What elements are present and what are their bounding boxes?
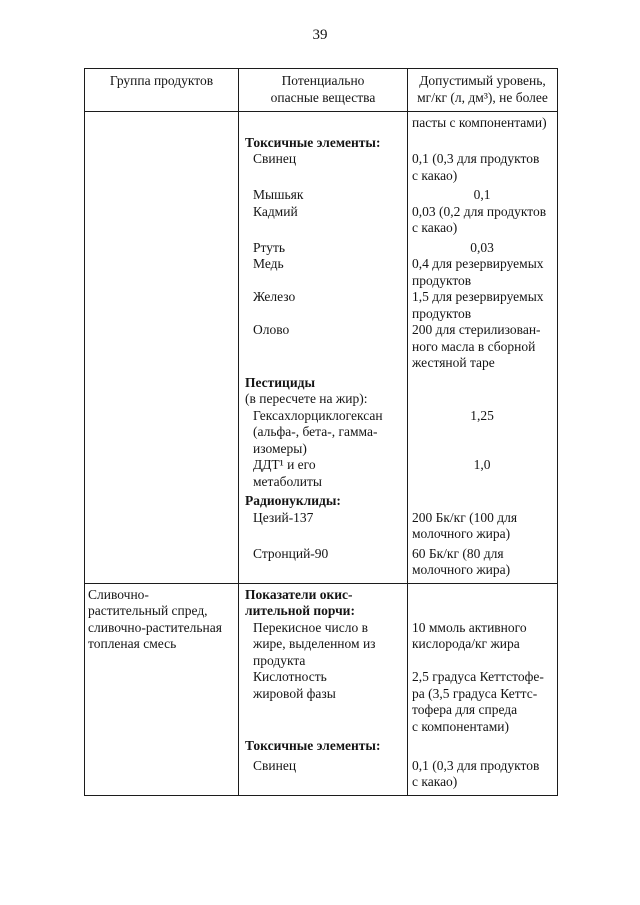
text-line: 0,1 (0,3 для продуктов — [412, 151, 540, 166]
text-line: продуктов — [412, 272, 472, 288]
table-entry — [239, 510, 557, 543]
entry-label — [239, 669, 407, 702]
text-line: с какао) — [412, 774, 458, 789]
page-number: 39 — [312, 27, 328, 43]
text-line: Стронций-90 — [253, 545, 329, 561]
entry-value — [407, 620, 557, 653]
entry-value — [407, 187, 557, 204]
entry-label — [239, 240, 407, 257]
table-entry — [239, 758, 557, 791]
text-line: 200 Бк/кг (100 для — [412, 509, 518, 525]
table-entry — [239, 289, 557, 322]
entry-label — [239, 546, 407, 563]
table-row — [85, 583, 557, 795]
text-line: Ртуть — [253, 239, 286, 255]
entry-label — [239, 322, 407, 339]
text-line: ДДТ¹ и его — [253, 457, 316, 472]
text-line: Пестициды — [245, 374, 315, 390]
text-line: Перекисное число в — [253, 619, 369, 635]
text-line: ра (3,5 градуса Кеттс- — [412, 685, 538, 701]
text-line: Железо — [253, 289, 296, 304]
table-entry — [239, 546, 557, 579]
text-line: 10 ммоль активного — [412, 619, 527, 635]
text-line: лительной порчи: — [245, 603, 355, 618]
text-line: 0,03 — [470, 239, 494, 255]
entry-label — [239, 457, 407, 490]
entry-value — [407, 204, 557, 237]
text-line: жире, выделенном из — [253, 636, 376, 651]
text-line: 1,25 — [470, 407, 494, 423]
entry-value — [407, 256, 557, 289]
text-line: 0,1 — [473, 187, 491, 202]
entry-label — [239, 758, 407, 775]
entry-label — [239, 135, 407, 152]
limits-table — [84, 68, 558, 796]
entry-label — [239, 391, 407, 408]
table-row — [85, 111, 557, 583]
text-line: Кислотность — [253, 669, 327, 684]
text-line: 0,1 (0,3 для продуктов — [412, 757, 540, 773]
text-line: продукта — [253, 652, 306, 668]
table-entry — [239, 620, 557, 670]
text-line: Мышьяк — [253, 187, 304, 202]
table-entry — [239, 204, 557, 237]
text-line: (альфа-, бета-, гамма- — [253, 424, 378, 439]
text-line: ного масла в сборной — [412, 338, 536, 354]
text-line: с компонентами) — [412, 718, 510, 734]
product-group-cell — [85, 112, 239, 583]
table-entry — [239, 457, 557, 490]
text-line: жировой фазы — [253, 685, 336, 701]
entry-value — [407, 408, 557, 425]
table-entry — [239, 738, 557, 755]
text-line: растительный спред, — [88, 603, 208, 618]
entry-label — [239, 493, 407, 510]
table-header-cell — [408, 69, 557, 111]
table-entry — [239, 135, 557, 152]
text-line: Группа продуктов — [109, 73, 214, 88]
entry-label — [239, 375, 407, 392]
entry-label — [239, 151, 407, 168]
text-line: сливочно-растительная — [88, 619, 222, 635]
table-entry — [239, 151, 557, 184]
text-line: с какао) — [412, 167, 458, 183]
entry-value — [407, 289, 557, 322]
entry-value — [407, 151, 557, 184]
text-line: Радионуклиды: — [245, 493, 341, 508]
entry-label — [239, 738, 407, 755]
table-header-row — [85, 69, 557, 111]
text-line: (в пересчете на жир): — [245, 391, 368, 406]
table-entry — [239, 493, 557, 510]
table-entry — [239, 115, 557, 132]
entry-value — [407, 546, 557, 579]
table-entry — [239, 375, 557, 392]
text-line: 2,5 градуса Кеттстофе- — [412, 669, 544, 684]
text-line: продуктов — [412, 305, 472, 321]
table-entry — [239, 187, 557, 204]
text-line: 1,0 — [473, 457, 491, 472]
text-line: 200 для стерилизован- — [412, 322, 541, 337]
text-line: изомеры) — [253, 440, 307, 456]
table-header-cell — [239, 69, 408, 111]
entry-label — [239, 620, 407, 670]
text-line: 0,4 для резервируемых — [412, 256, 544, 271]
table-body — [85, 111, 557, 795]
table-entry — [239, 669, 557, 735]
text-line: молочного жира) — [412, 562, 511, 577]
entry-value — [407, 510, 557, 543]
table-entry — [239, 391, 557, 408]
entry-value — [407, 240, 557, 257]
entry-label — [239, 187, 407, 204]
text-line: Свинец — [253, 757, 297, 773]
text-line: 1,5 для резервируемых — [412, 289, 544, 304]
entry-label — [239, 587, 407, 620]
text-line: Токсичные элементы: — [245, 738, 381, 753]
text-line: Потенциально — [281, 73, 365, 88]
text-line: Токсичные элементы: — [245, 134, 381, 150]
table-entry — [239, 240, 557, 257]
text-line: Допустимый уровень, — [419, 73, 546, 88]
text-line: жестяной таре — [412, 355, 495, 370]
substance-level-pane — [239, 584, 557, 795]
text-line: молочного жира) — [412, 526, 511, 541]
text-line: 0,03 (0,2 для продуктов — [412, 203, 547, 219]
entry-label — [239, 256, 407, 273]
entry-label — [239, 408, 407, 458]
table-entry — [239, 322, 557, 372]
text-line: топленая смесь — [88, 636, 177, 651]
table-entry — [239, 587, 557, 620]
entry-label — [239, 510, 407, 527]
text-line: 60 Бк/кг (80 для — [412, 545, 504, 561]
entry-label — [239, 289, 407, 306]
product-group-cell — [85, 584, 239, 795]
text-line: кислорода/кг жира — [412, 636, 520, 651]
text-line: Сливочно- — [88, 586, 149, 602]
text-line: Цезий-137 — [253, 509, 314, 525]
table-entry — [239, 408, 557, 458]
entry-label — [239, 204, 407, 221]
text-line: опасные вещества — [270, 89, 376, 105]
entry-value — [407, 322, 557, 372]
text-line: Гексахлорциклогексан — [253, 407, 383, 423]
substance-level-pane — [239, 112, 557, 583]
text-line: Кадмий — [253, 203, 298, 219]
text-line: Показатели окис- — [245, 586, 353, 602]
table-entry — [239, 256, 557, 289]
text-line: метаболиты — [253, 473, 322, 489]
text-line: с какао) — [412, 220, 458, 235]
entry-value — [407, 115, 557, 132]
text-line: мг/кг (л, дм³), не более — [417, 89, 548, 105]
table-header-cell — [85, 69, 239, 111]
entry-value — [407, 669, 557, 735]
text-line: Медь — [253, 256, 284, 271]
text-line: Олово — [253, 322, 290, 337]
text-line: тофера для спреда — [412, 702, 518, 717]
text-line: Свинец — [253, 151, 297, 166]
entry-value — [407, 457, 557, 474]
text-line: пасты с компонентами) — [412, 115, 547, 130]
entry-value — [407, 758, 557, 791]
